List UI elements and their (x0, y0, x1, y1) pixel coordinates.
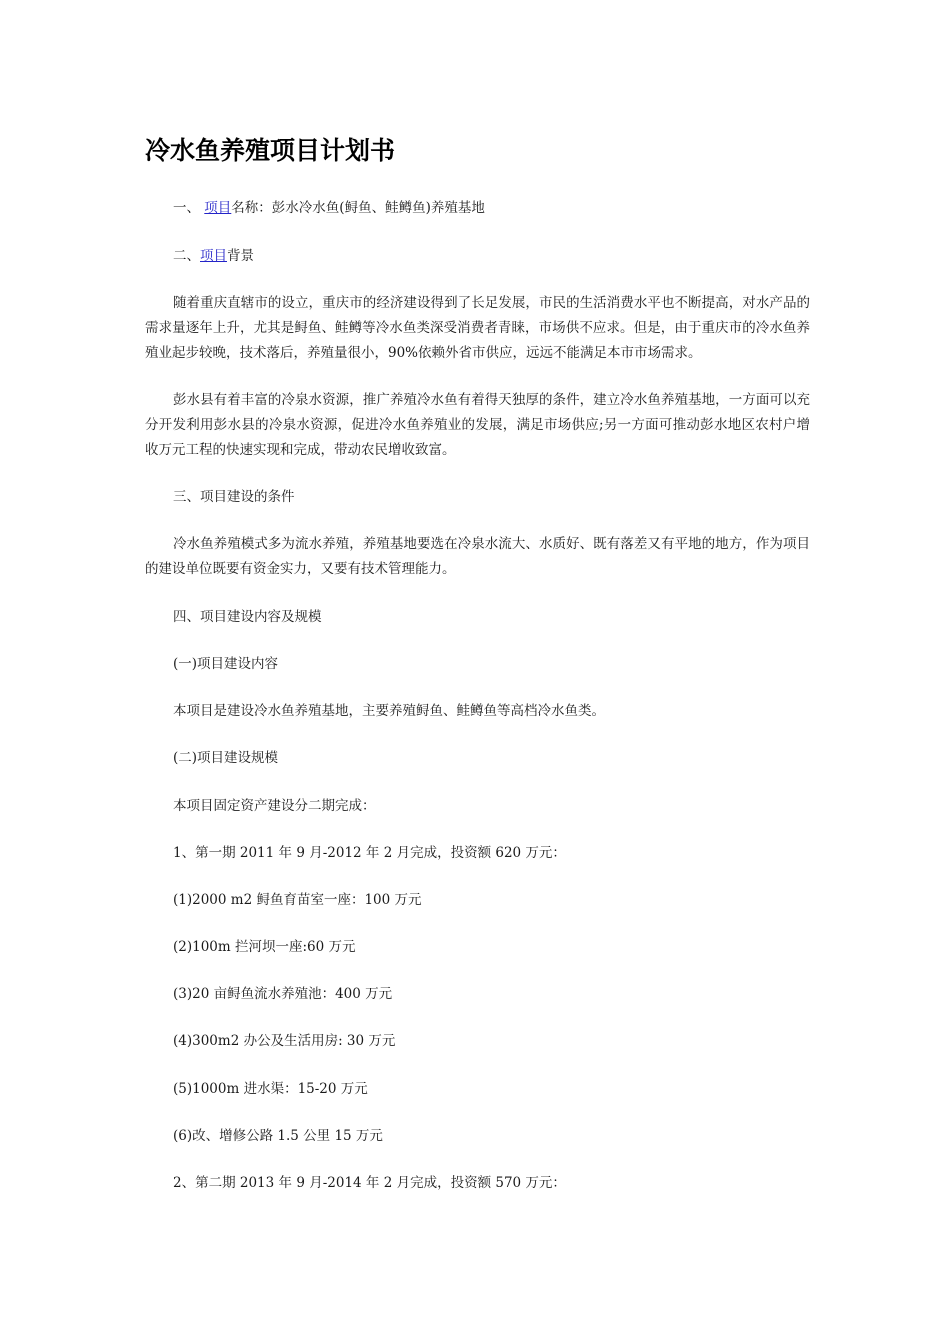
scale-text: 本项目固定资产建设分二期完成： (173, 798, 376, 814)
phase-1-item: (2)100m 拦河坝一座:60 万元 (173, 939, 356, 955)
project-link[interactable]: 项目 (200, 248, 227, 264)
background-paragraph-1: 随着重庆直辖市的设立，重庆市的经济建设得到了长足发展，市民的生活消费水平也不断提高，对水产品的需求量逐年上升，尤其是鲟鱼、鲑鳟等冷水鱼类深受消费者青睐，市场供不应求。但是，由于重庆市的冷水鱼养殖业起步较晚，技术落后，养殖量很小，90%依赖外省市供应，远远不能满足本市市场需求。 (145, 295, 810, 361)
section-project-name (145, 196, 485, 220)
document-title: 冷水鱼养殖项目计划书 (145, 136, 396, 165)
content-text: 本项目是建设冷水鱼养殖基地，主要养殖鲟鱼、鲑鳟鱼等高档冷水鱼类。 (173, 703, 605, 719)
phase-1-item: (4)300m2 办公及生活用房: 30 万元 (173, 1033, 396, 1049)
subsection-scale: (二)项目建设规模 (173, 750, 279, 766)
subsection-content: (一)项目建设内容 (173, 656, 279, 672)
section-text: 背景 (227, 248, 254, 264)
phase-1-item: (5)1000m 进水渠：15-20 万元 (173, 1081, 368, 1097)
section-content-and-scale: 四、项目建设内容及规模 (173, 609, 322, 625)
section-prefix: 二、 (173, 248, 200, 264)
phase-1-item: (3)20 亩鲟鱼流水养殖池：400 万元 (173, 986, 393, 1002)
phase-1-line: 1、第一期 2011 年 9 月-2012 年 2 月完成，投资额 620 万元： (173, 845, 566, 861)
conditions-paragraph: 冷水鱼养殖模式多为流水养殖，养殖基地要选在冷泉水流大、水质好、既有落差又有平地的地方，作为项目的建设单位既要有资金实力，又要有技术管理能力。 (145, 536, 810, 577)
phase-1-item: (1)2000 m2 鲟鱼育苗室一座：100 万元 (173, 892, 422, 908)
phase-2-line: 2、第二期 2013 年 9 月-2014 年 2 月完成，投资额 570 万元： (173, 1175, 566, 1191)
section-prefix: 一、 (173, 200, 205, 216)
section-text: 名称：彭水冷水鱼(鲟鱼、鲑鳟鱼)养殖基地 (231, 200, 485, 216)
background-paragraph-2: 彭水县有着丰富的冷泉水资源，推广养殖冷水鱼有着得天独厚的条件，建立冷水鱼养殖基地，一方面可以充分开发利用彭水县的冷泉水资源，促进冷水鱼养殖业的发展，满足市场供应;另一方面可推动彭水地区农村户增收万元工程的快速实现和完成，带动农民增收致富。 (145, 392, 810, 458)
section-project-background (145, 244, 254, 268)
section-construction-conditions: 三、项目建设的条件 (173, 489, 295, 505)
phase-1-item: (6)改、增修公路 1.5 公里 15 万元 (173, 1128, 383, 1144)
project-link[interactable]: 项目 (204, 200, 232, 216)
